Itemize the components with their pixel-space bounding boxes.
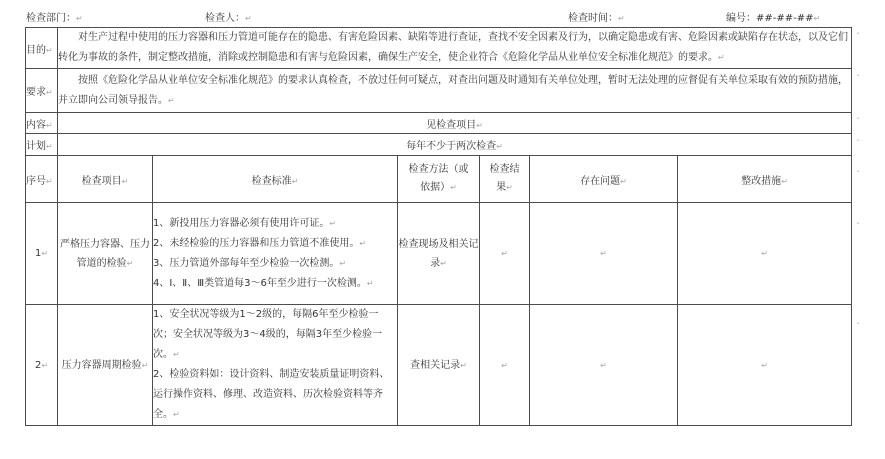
row-1-standard-line: 1、新投用压力容器必须有使用许可证。↵ bbox=[153, 217, 337, 229]
row-1-result: ↵ bbox=[480, 203, 530, 305]
time-label: 检查时间：↵ bbox=[568, 13, 625, 24]
row-2-measure: ↵ bbox=[678, 305, 852, 426]
row-1-standard-line: 3、压力管道外部每年至少检验一次检测。↵ bbox=[153, 257, 347, 269]
row-2-standard-line: 1、安全状况等级为1～2级的，每隔6年至少检验一次；安全状况等级为3～4级的，每隔3年至少检验一次。↵ bbox=[153, 309, 383, 360]
row-end-mark: ˇ bbox=[856, 139, 860, 148]
column-header-row bbox=[26, 156, 852, 203]
row-1-item: 严格压力容器、压力管道的检验↵ bbox=[58, 203, 153, 305]
row-1-method: 检查现场及相关记录↵ bbox=[398, 203, 480, 305]
row-2-issue: ↵ bbox=[530, 305, 678, 426]
row-end-mark: ˇ bbox=[856, 32, 860, 41]
row-2-item: 压力容器周期检验↵ bbox=[58, 305, 153, 426]
requirement-text: 按照《危险化学品从业单位安全标准化规范》的要求认真检查，不放过任何可疑点，对查出问题及时通知有关单位处理，暂时无法处理的应督促有关单位采取有效的预防措施，并立即向公司领导报告。↵ bbox=[58, 69, 852, 113]
row-end-mark: ˇ bbox=[856, 74, 860, 83]
inspection-form-table bbox=[25, 27, 852, 426]
content-text: 见检查项目↵ bbox=[58, 113, 852, 134]
row-1-standard-line: 4、Ⅰ、Ⅱ、Ⅲ类管道每3～6年至少进行一次检测。↵ bbox=[153, 277, 374, 289]
row-2-seq: 2↵ bbox=[26, 305, 58, 426]
plan-label: 计划↵ bbox=[26, 134, 58, 156]
col-item-header: 检查项目↵ bbox=[58, 156, 153, 203]
table-row bbox=[26, 203, 852, 305]
col-measure-header: 整改措施↵ bbox=[678, 156, 852, 203]
number-field: 编号：##-##-##↵ bbox=[726, 13, 821, 24]
row-1-measure: ↵ bbox=[678, 203, 852, 305]
content-row bbox=[26, 113, 852, 134]
row-1-seq: 1↵ bbox=[26, 203, 58, 305]
table-row bbox=[26, 305, 852, 426]
requirement-label: 要求↵ bbox=[26, 69, 58, 113]
row-end-mark: ˇ bbox=[856, 322, 860, 331]
row-1-standard bbox=[153, 203, 398, 305]
row-end-mark: ˇ bbox=[856, 222, 860, 231]
row-1-standard-line: 2、未经检验的压力容器和压力管道不准使用。↵ bbox=[153, 237, 367, 249]
col-seq-header: 序号↵ bbox=[26, 156, 58, 203]
number-value: ##-##-## bbox=[756, 13, 814, 24]
row-end-mark: ˇ bbox=[856, 170, 860, 179]
requirement-row bbox=[26, 69, 852, 113]
inspector-label: 检查人：↵ bbox=[205, 13, 252, 24]
plan-row bbox=[26, 134, 852, 156]
row-2-method: 查相关记录↵ bbox=[398, 305, 480, 426]
row-1-issue: ↵ bbox=[530, 203, 678, 305]
col-method-header: 检查方法（或依据）↵ bbox=[398, 156, 480, 203]
form-header bbox=[0, 9, 885, 25]
row-2-result: ↵ bbox=[480, 305, 530, 426]
purpose-label: 目的↵ bbox=[26, 28, 58, 69]
row-2-standard-line: 2、检验资料如：设计资料、制造安装质量证明资料、运行操作资料、修理、改造资料、历次检验资料等齐全。↵ bbox=[153, 369, 390, 420]
row-end-mark: ˇ bbox=[856, 117, 860, 126]
col-result-header: 检查结果↵ bbox=[480, 156, 530, 203]
number-label: 编号： bbox=[726, 13, 756, 24]
content-label: 内容↵ bbox=[26, 113, 58, 134]
row-2-standard bbox=[153, 305, 398, 426]
purpose-text: 对生产过程中使用的压力容器和压力管道可能存在的隐患、有害危险因素、缺陷等进行查证，查找不安全因素及行为，以确定隐患或有害、危险因素或缺陷存在状态，以及它们转化为事故的条件，制定整改措施，消除或控制隐患和有害与危险因素，确保生产安全，使企业符合《危险化学品从业单位安全标准化规范》的要求。↵ bbox=[58, 28, 852, 69]
purpose-row bbox=[26, 28, 852, 69]
col-issue-header: 存在问题↵ bbox=[530, 156, 678, 203]
department-label: 检查部门：↵ bbox=[26, 13, 83, 24]
plan-text: 每年不少于两次检查↵ bbox=[58, 134, 852, 156]
col-standard-header: 检查标准↵ bbox=[153, 156, 398, 203]
